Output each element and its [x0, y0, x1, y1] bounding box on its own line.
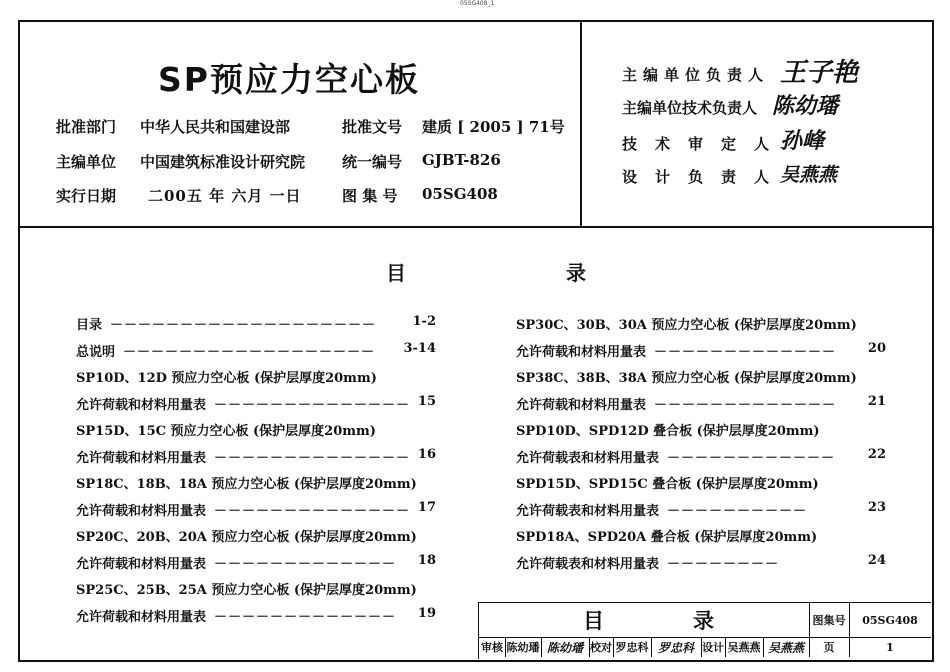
- toc-entry-title: 允许荷载和材料用量表: [76, 556, 207, 572]
- toc-entry-page: 21: [867, 393, 886, 409]
- toc-entry-page: 22: [867, 446, 886, 462]
- toc-entry-leader: －－－－－－－－－－－－－－－－－－－: [110, 318, 377, 333]
- approval-dept-value: 中华人民共和国建设部: [140, 118, 291, 136]
- toc-entry-title: SPD15D、SPD15C 叠合板 (保护层厚度20mm): [516, 477, 819, 492]
- toc-entry: [516, 341, 886, 360]
- reviewer-cell: 陈幼璠: [505, 637, 542, 657]
- toc-entry: [516, 367, 886, 386]
- toc-entry: [516, 447, 886, 466]
- toc-entry-leader: －－－－－－－－－－－－－－: [214, 450, 411, 466]
- toc-entry-title: SP20C、20B、20A 预应力空心板 (保护层厚度20mm): [76, 530, 417, 545]
- toc-entry: [76, 394, 436, 413]
- toc-entry: [76, 420, 436, 439]
- toc-entry-title: 允许荷载和材料用量表: [516, 344, 647, 360]
- toc-entry-page: 19: [417, 605, 436, 621]
- signature-image: 罗忠科: [651, 637, 702, 657]
- page-label-cell: 页: [809, 637, 850, 657]
- atlas-no-value-cell: 05SG408: [849, 603, 931, 638]
- toc-entry: [76, 553, 436, 572]
- approval-dept-label: 批准部门: [56, 118, 117, 136]
- unified-no-value: GJBT-826: [422, 151, 501, 169]
- toc-entry-title: SPD10D、SPD12D 叠合板 (保护层厚度20mm): [516, 424, 820, 439]
- unified-no-label: 统一编号: [342, 153, 403, 171]
- toc-entry: [76, 473, 436, 492]
- header-column-divider: [580, 20, 582, 228]
- toc-entry-page: 15: [417, 393, 436, 409]
- title-block-name: [479, 603, 810, 638]
- toc-entry-title: SPD18A、SPD20A 叠合板 (保护层厚度20mm): [516, 530, 818, 545]
- toc-entry: [516, 553, 886, 572]
- checker-cell: 罗忠科: [613, 637, 652, 657]
- toc-entry-title: SP25C、25B、25A 预应力空心板 (保护层厚度20mm): [76, 583, 417, 598]
- document-id: 05SG408_1: [460, 0, 495, 7]
- toc-entry-leader: －－－－－－－－－－－－－－: [214, 397, 411, 413]
- toc-entry: [516, 473, 886, 492]
- editor-unit-label: 主编单位: [56, 153, 117, 171]
- page-number-cell: 1: [886, 640, 894, 654]
- toc-entry-page: 20: [867, 340, 886, 356]
- effective-date-label: 实行日期: [56, 187, 117, 205]
- toc-entry-leader: －－－－－－－－－－－－－－－－－－: [123, 344, 376, 360]
- toc-entry: [76, 447, 436, 466]
- toc-entry-leader: －－－－－－－－－－－－－: [214, 609, 397, 625]
- responsible-role: 设计负责人: [622, 168, 788, 186]
- toc-entry-leader: －－－－－－－－－－－－－－: [214, 503, 411, 519]
- responsible-role: 技术审定人: [622, 135, 788, 153]
- toc-entry: [516, 420, 886, 439]
- check-label-cell: 校对: [589, 637, 614, 657]
- responsible-role: 主编单位技术负责人: [622, 99, 758, 117]
- responsible-role: 主编单位负责人: [622, 66, 770, 84]
- toc-entry-title: 总说明: [76, 344, 116, 360]
- toc-entry-title: 目录: [76, 318, 103, 333]
- editor-unit-value: 中国建筑标准设计研究院: [140, 153, 306, 171]
- signature-image: 陈幼璠: [772, 93, 839, 119]
- toc-entry: [76, 500, 436, 519]
- toc-heading-left: 目: [386, 261, 406, 285]
- page-title: SP预应力空心板: [158, 60, 420, 99]
- signature-image: 孙峰: [780, 128, 825, 154]
- toc-entry-title: 允许荷载和材料用量表: [516, 397, 647, 413]
- toc-entry-title: SP15D、15C 预应力空心板 (保护层厚度20mm): [76, 424, 376, 439]
- signature-image: 吴燕燕: [763, 637, 810, 657]
- toc-entry: [516, 500, 886, 519]
- approval-no-value: 建质 [ 2005 ] 71号: [422, 118, 565, 136]
- toc-entry-title: 允许荷载和材料用量表: [76, 450, 207, 466]
- toc-entry-title: SP18C、18B、18A 预应力空心板 (保护层厚度20mm): [76, 477, 417, 492]
- toc-entry: [516, 526, 886, 545]
- atlas-no-value: 05SG408: [422, 185, 498, 203]
- toc-entry-title: 允许荷载表和材料用量表: [516, 450, 660, 466]
- toc-entry-leader: －－－－－－－－－－: [667, 503, 808, 519]
- signature-image: 吴燕燕: [780, 164, 838, 186]
- toc-entry-title: 允许荷载和材料用量表: [76, 609, 207, 625]
- effective-date-value: 二00五 年 六月 一日: [148, 187, 302, 205]
- design-label-cell: 设计: [701, 637, 726, 657]
- toc-entry-leader: －－－－－－－－－－－－－: [214, 556, 397, 572]
- toc-entry-page: 17: [417, 499, 436, 515]
- toc-entry-page: 16: [417, 446, 436, 462]
- signature-image: 王子艳: [780, 58, 859, 88]
- atlas-no-label-cell: 图集号: [809, 603, 850, 638]
- title-block-name-left: 目: [583, 608, 604, 633]
- title-block-name-right: 录: [693, 608, 714, 633]
- toc-entry: [76, 367, 436, 386]
- toc-entry-leader: －－－－－－－－－－－－－: [654, 344, 837, 360]
- toc-entry: [76, 579, 436, 598]
- toc-entry-title: 允许荷载表和材料用量表: [516, 503, 660, 519]
- toc-entry: [516, 394, 886, 413]
- toc-entry-page: 24: [867, 552, 886, 568]
- toc-entry-title: 允许荷载表和材料用量表: [516, 556, 660, 572]
- toc-heading-right: 录: [566, 261, 586, 285]
- toc-entry-page: 18: [417, 552, 436, 568]
- toc-entry: [76, 341, 436, 360]
- toc-entry-page: 23: [867, 499, 886, 515]
- designer-cell: 吴燕燕: [725, 637, 764, 657]
- toc-entry-title: 允许荷载和材料用量表: [76, 397, 207, 413]
- signature-image: 陈幼璠: [541, 637, 590, 657]
- toc-entry-page: 1-2: [412, 314, 436, 329]
- toc-entry: [76, 314, 436, 333]
- toc-entry-title: SP30C、30B、30A 预应力空心板 (保护层厚度20mm): [516, 318, 857, 333]
- toc-entry-title: SP10D、12D 预应力空心板 (保护层厚度20mm): [76, 371, 377, 386]
- toc-entry-leader: －－－－－－－－: [667, 556, 780, 572]
- toc-entry-title: SP38C、38B、38A 预应力空心板 (保护层厚度20mm): [516, 371, 857, 386]
- review-label-cell: 审核: [479, 637, 506, 657]
- toc-entry-page: 3-14: [403, 340, 436, 356]
- toc-entry: [516, 314, 886, 333]
- toc-entry-leader: －－－－－－－－－－－－: [667, 450, 836, 466]
- toc-entry: [76, 606, 436, 625]
- approval-no-label: 批准文号: [342, 118, 403, 136]
- title-block: [478, 602, 931, 659]
- toc-entry-title: 允许荷载和材料用量表: [76, 503, 207, 519]
- toc-entry: [76, 526, 436, 545]
- atlas-no-label: 图 集 号: [342, 187, 398, 205]
- toc-entry-leader: －－－－－－－－－－－－－: [654, 397, 837, 413]
- title-block-bottom-row: [479, 637, 931, 657]
- header-divider: [18, 226, 932, 228]
